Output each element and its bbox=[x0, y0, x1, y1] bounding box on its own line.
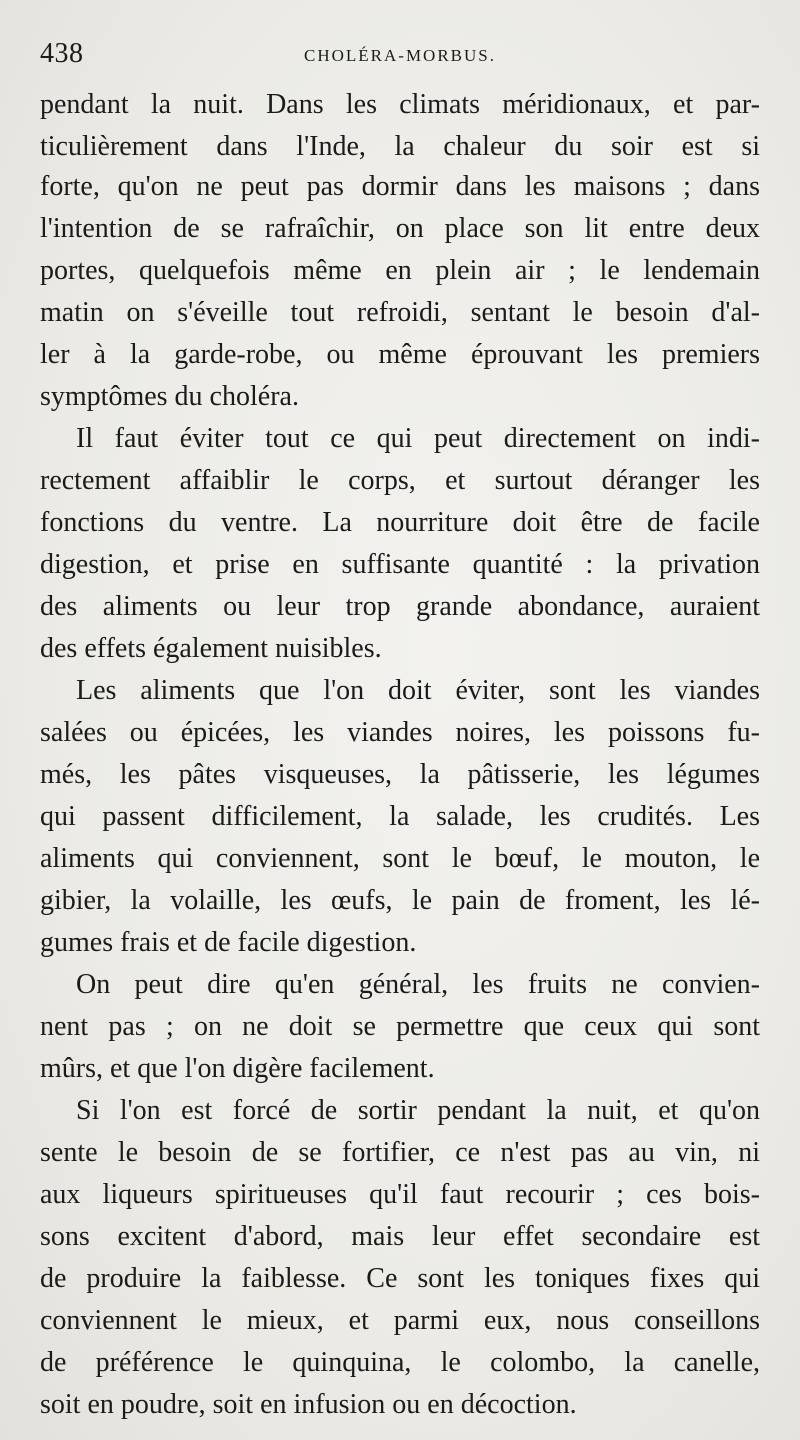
text-line: pendant la nuit. Dans les climats méridionaux, et par- bbox=[40, 89, 760, 120]
text-line: soit en poudre, soit en infusion ou en décoction. bbox=[40, 1389, 577, 1420]
text-line: des effets également nuisibles. bbox=[40, 633, 382, 664]
text-line: symptômes du choléra. bbox=[40, 381, 299, 412]
text-line: de préférence le quinquina, le colombo, la canelle, bbox=[40, 1347, 760, 1378]
text-line: més, les pâtes visqueuses, la pâtisserie, les légumes bbox=[40, 759, 760, 790]
text-line: nent pas ; on ne doit se permettre que ceux qui sont bbox=[40, 1011, 760, 1042]
text-line: Les aliments que l'on doit éviter, sont les viandes bbox=[76, 675, 760, 706]
text-line: forte, qu'on ne peut pas dormir dans les maisons ; dans bbox=[40, 171, 760, 202]
text-line: rectement affaiblir le corps, et surtout déranger les bbox=[40, 465, 760, 496]
text-line: sons excitent d'abord, mais leur effet secondaire est bbox=[40, 1221, 760, 1252]
text-line: fonctions du ventre. La nourriture doit être de facile bbox=[40, 507, 760, 538]
text-line: salées ou épicées, les viandes noires, les poissons fu- bbox=[40, 717, 760, 748]
text-line: On peut dire qu'en général, les fruits ne convien- bbox=[76, 969, 760, 1000]
text-line: l'intention de se rafraîchir, on place son lit entre deux bbox=[40, 213, 760, 244]
text-line: matin on s'éveille tout refroidi, sentant le besoin d'al- bbox=[40, 297, 760, 328]
text-line: digestion, et prise en suffisante quantité : la privation bbox=[40, 549, 760, 580]
text-line: portes, quelquefois même en plein air ; le lendemain bbox=[40, 255, 760, 286]
text-line: gumes frais et de facile digestion. bbox=[40, 927, 417, 958]
text-line: conviennent le mieux, et parmi eux, nous conseillons bbox=[40, 1305, 760, 1336]
page-number: 438 bbox=[40, 38, 84, 69]
text-line: sente le besoin de se fortifier, ce n'est pas au vin, ni bbox=[40, 1137, 760, 1168]
running-title: CHOLÉRA-MORBUS. bbox=[304, 46, 496, 65]
text-line: gibier, la volaille, les œufs, le pain de froment, les lé- bbox=[40, 885, 760, 916]
text-line: mûrs, et que l'on digère facilement. bbox=[40, 1053, 435, 1084]
text-line: aliments qui conviennent, sont le bœuf, le mouton, le bbox=[40, 843, 760, 874]
page-header bbox=[40, 38, 760, 78]
text-line: qui passent difficilement, la salade, les crudités. Les bbox=[40, 801, 760, 832]
text-line: Si l'on est forcé de sortir pendant la nuit, et qu'on bbox=[76, 1095, 760, 1126]
text-line: des aliments ou leur trop grande abondance, auraient bbox=[40, 591, 760, 622]
text-line: ler à la garde-robe, ou même éprouvant les premiers bbox=[40, 339, 760, 370]
text-line: ticulièrement dans l'Inde, la chaleur du soir est si bbox=[40, 131, 760, 162]
text-line: Il faut éviter tout ce qui peut directement on indi- bbox=[76, 423, 760, 454]
body-text bbox=[40, 84, 760, 1426]
text-line: aux liqueurs spiritueuses qu'il faut recourir ; ces bois- bbox=[40, 1179, 760, 1210]
text-line: de produire la faiblesse. Ce sont les toniques fixes qui bbox=[40, 1263, 760, 1294]
